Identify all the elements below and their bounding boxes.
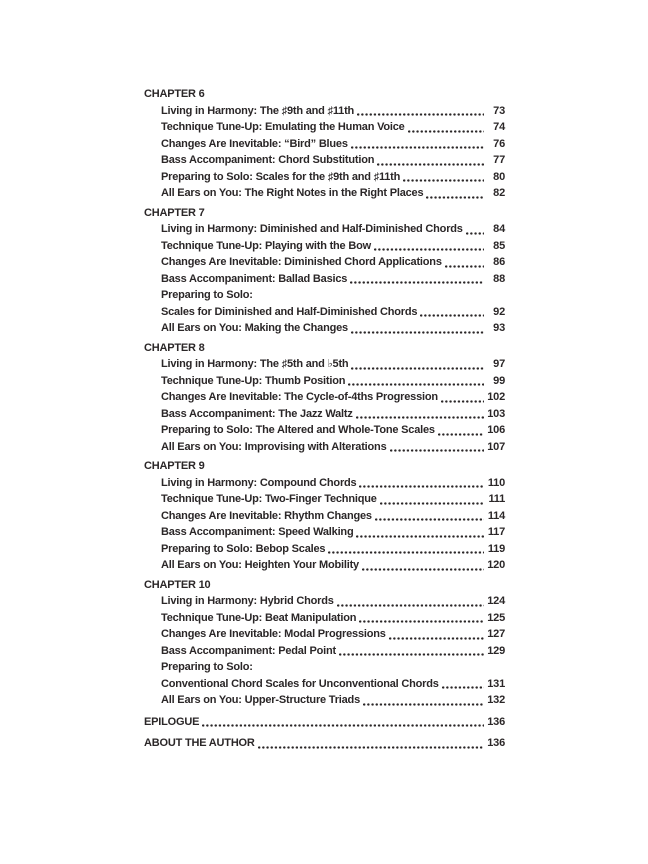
entry-title: Technique Tune-Up: Playing with the Bow xyxy=(161,239,371,252)
toc-entry xyxy=(161,254,505,271)
entry-title: Living in Harmony: Diminished and Half-Diminished Chords xyxy=(161,223,463,235)
page-number: 80 xyxy=(493,170,505,183)
page-number: 86 xyxy=(493,256,505,268)
toc-entry xyxy=(161,271,505,288)
page-number: 103 xyxy=(487,407,505,420)
dot-leader xyxy=(351,367,484,370)
dot-leader xyxy=(390,449,485,452)
dot-leader xyxy=(328,551,484,554)
dot-leader xyxy=(426,196,484,199)
section-entries xyxy=(161,103,505,202)
toc-entry xyxy=(161,422,505,439)
entry-title: Technique Tune-Up: Emulating the Human Voice xyxy=(161,121,405,133)
page-number: 107 xyxy=(487,440,505,453)
page-number: 129 xyxy=(487,644,505,657)
entry-title: All Ears on You: Heighten Your Mobility xyxy=(161,559,359,571)
toc-entry xyxy=(161,475,505,492)
page-number: 120 xyxy=(487,559,505,571)
toc-entry xyxy=(161,119,505,136)
toc-entry xyxy=(161,626,505,643)
page-number: 106 xyxy=(487,424,505,436)
toc-entry xyxy=(161,185,505,202)
dot-leader xyxy=(377,163,484,166)
toc-heading-row xyxy=(144,714,505,731)
section-entries xyxy=(161,221,505,337)
entry-title: Changes Are Inevitable: The Cycle-of-4ths Progression xyxy=(161,391,438,403)
section-heading: EPILOGUE xyxy=(144,715,200,728)
toc-entry xyxy=(161,152,505,169)
toc-entry xyxy=(161,103,505,120)
toc-entry xyxy=(161,287,505,304)
dot-leader xyxy=(420,314,484,317)
page-number: 110 xyxy=(487,476,505,489)
toc-entry xyxy=(161,659,505,676)
page-number: 93 xyxy=(493,322,505,334)
entry-title: Living in Harmony: Hybrid Chords xyxy=(161,595,334,607)
section-entries xyxy=(161,356,505,455)
dot-leader xyxy=(442,686,484,689)
toc-entry xyxy=(161,491,505,508)
dot-leader xyxy=(438,433,484,436)
entry-title: Preparing to Solo: xyxy=(161,661,253,673)
entry-title: Bass Accompaniment: The Jazz Waltz xyxy=(161,407,353,420)
dot-leader xyxy=(357,113,484,116)
entry-title: Bass Accompaniment: Ballad Basics xyxy=(161,272,348,285)
dot-leader xyxy=(403,179,484,182)
dot-leader xyxy=(363,703,484,706)
entry-title: Conventional Chord Scales for Unconventional Chords xyxy=(161,677,439,690)
entry-title: Changes Are Inevitable: Rhythm Changes xyxy=(161,509,372,522)
entry-title: Bass Accompaniment: Pedal Point xyxy=(161,644,336,657)
toc-entry xyxy=(161,221,505,238)
toc-entry xyxy=(161,389,505,406)
dot-leader xyxy=(362,568,484,571)
chapter-heading: CHAPTER 7 xyxy=(144,206,205,219)
page-number: 131 xyxy=(487,677,505,690)
entry-title: Bass Accompaniment: Chord Substitution xyxy=(161,154,375,166)
entry-title: Living in Harmony: The ♯5th and ♭5th xyxy=(161,358,349,370)
entry-title: All Ears on You: Making the Changes xyxy=(161,322,348,334)
toc-section xyxy=(144,735,505,752)
toc-entry xyxy=(161,610,505,627)
page-number: 111 xyxy=(488,493,505,505)
page-number: 99 xyxy=(493,374,505,387)
page-number: 97 xyxy=(493,358,505,370)
page-number: 127 xyxy=(487,628,505,640)
toc-entry xyxy=(161,557,505,574)
toc-section xyxy=(144,714,505,731)
entry-title: Bass Accompaniment: Speed Walking xyxy=(161,526,354,538)
entry-title: Living in Harmony: Compound Chords xyxy=(161,476,357,489)
page-number: 82 xyxy=(493,187,505,199)
entry-title: Living in Harmony: The ♯9th and ♯11th xyxy=(161,104,355,117)
chapter-heading: CHAPTER 6 xyxy=(144,88,205,100)
page-number: 85 xyxy=(493,239,505,252)
chapter-heading: CHAPTER 10 xyxy=(144,578,211,591)
page-number: 76 xyxy=(493,137,505,150)
dot-leader xyxy=(339,653,484,656)
entry-title: All Ears on You: Improvising with Alterations xyxy=(161,440,387,453)
page-number: 124 xyxy=(487,595,505,607)
dot-leader xyxy=(350,281,484,284)
page-number: 102 xyxy=(487,391,505,403)
entry-title: Changes Are Inevitable: “Bird” Blues xyxy=(161,137,348,150)
toc-section xyxy=(144,577,505,709)
dot-leader xyxy=(359,620,484,623)
dot-leader xyxy=(356,535,484,538)
entry-title: Changes Are Inevitable: Modal Progressions xyxy=(161,628,386,640)
toc-entry xyxy=(161,356,505,373)
dot-leader xyxy=(337,604,484,607)
dot-leader xyxy=(374,248,484,251)
page-number: 117 xyxy=(487,526,505,538)
section-heading: ABOUT THE AUTHOR xyxy=(144,737,255,749)
entry-title: All Ears on You: Upper-Structure Triads xyxy=(161,694,360,706)
toc-entry xyxy=(161,136,505,153)
toc-section xyxy=(144,458,505,574)
toc-section xyxy=(144,86,505,202)
page-number: 119 xyxy=(487,542,505,555)
toc-entry xyxy=(161,524,505,541)
table-of-contents xyxy=(144,86,505,752)
toc-entry xyxy=(161,676,505,693)
page-number: 88 xyxy=(493,272,505,285)
dot-leader xyxy=(258,746,484,749)
dot-leader xyxy=(380,502,484,505)
chapter-heading: CHAPTER 8 xyxy=(144,341,205,354)
dot-leader xyxy=(356,416,484,419)
entry-title: Technique Tune-Up: Two-Finger Technique xyxy=(161,493,377,505)
section-entries xyxy=(161,593,505,709)
toc-entry xyxy=(161,304,505,321)
dot-leader xyxy=(375,518,484,521)
entry-title: Technique Tune-Up: Beat Manipulation xyxy=(161,611,357,624)
toc-entry xyxy=(161,593,505,610)
chapter-heading: CHAPTER 9 xyxy=(144,460,205,472)
page-number: 125 xyxy=(487,611,505,624)
toc-entry xyxy=(161,406,505,423)
toc-entry xyxy=(161,643,505,660)
entry-title: Technique Tune-Up: Thumb Position xyxy=(161,374,346,387)
toc-entry xyxy=(161,169,505,186)
toc-entry xyxy=(161,541,505,558)
toc-section xyxy=(144,340,505,456)
dot-leader xyxy=(351,331,484,334)
dot-leader xyxy=(202,724,484,727)
page-number: 114 xyxy=(487,509,505,522)
toc-section xyxy=(144,205,505,337)
page-number: 92 xyxy=(493,305,505,318)
page-number: 73 xyxy=(493,104,505,117)
entry-title: Preparing to Solo: Bebop Scales xyxy=(161,542,326,555)
toc-entry xyxy=(161,508,505,525)
toc-entry xyxy=(161,692,505,709)
toc-heading-row xyxy=(144,735,505,752)
dot-leader xyxy=(408,130,484,133)
entry-title: All Ears on You: The Right Notes in the Right Places xyxy=(161,187,424,199)
toc-entry xyxy=(161,439,505,456)
entry-title: Preparing to Solo: The Altered and Whole-Tone Scales xyxy=(161,424,435,436)
entry-title: Changes Are Inevitable: Diminished Chord Applications xyxy=(161,256,442,268)
toc-entry xyxy=(161,238,505,255)
dot-leader xyxy=(351,146,484,149)
dot-leader xyxy=(466,232,484,235)
entry-title: Preparing to Solo: xyxy=(161,289,253,301)
page-number: 74 xyxy=(493,121,505,133)
page-number: 136 xyxy=(487,737,505,749)
section-entries xyxy=(161,475,505,574)
entry-title: Preparing to Solo: Scales for the ♯9th and ♯11th xyxy=(161,170,401,183)
dot-leader xyxy=(359,485,484,488)
dot-leader xyxy=(445,265,484,268)
dot-leader xyxy=(441,400,484,403)
page-number: 84 xyxy=(493,223,505,235)
dot-leader xyxy=(389,637,484,640)
dot-leader xyxy=(348,383,484,386)
page-number: 136 xyxy=(487,715,505,728)
entry-title: Scales for Diminished and Half-Diminished Chords xyxy=(161,305,418,318)
page-number: 77 xyxy=(493,154,505,166)
toc-entry xyxy=(161,373,505,390)
page-number: 132 xyxy=(487,694,505,706)
toc-entry xyxy=(161,320,505,337)
